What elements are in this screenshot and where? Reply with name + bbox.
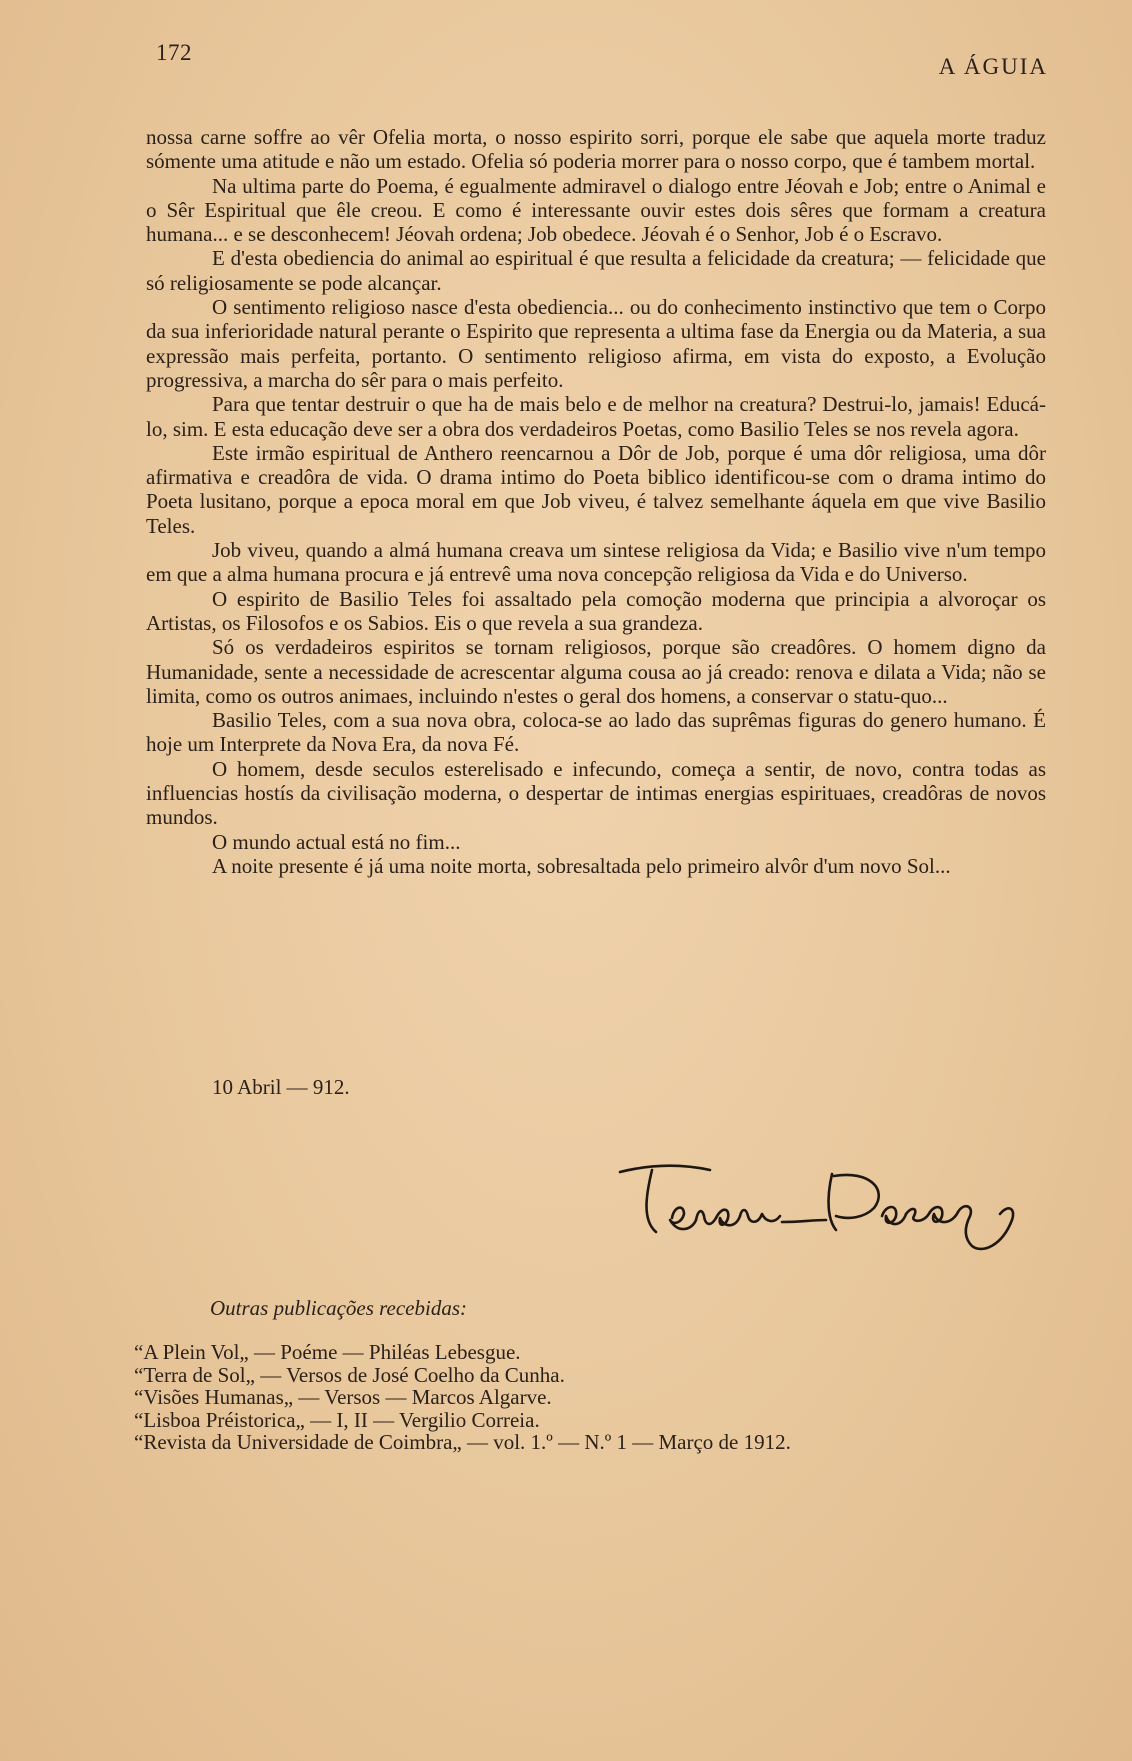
signature-image [612,1150,1032,1260]
list-item: “Lisboa Préistorica„ — I, II — Vergilio Correia. [134,1407,540,1432]
page-number: 172 [156,40,192,65]
list-item: “A Plein Vol„ — Poéme — Philéas Lebesgue. [134,1340,521,1364]
paragraph: Só os verdadeiros espiritos se tornam religiosos, porque são creadôres. O homem digno da Humanidade, sente a necessidade de acrescentar alguma cousa ao já creado: renova e dilata a Vida; não se limita, como os outros animaes, incluindo n'estes o geral dos homens, a conservar o statu-quo... [146,635,1046,708]
paragraph: E d'esta obediencia do animal ao espiritual é que resulta a felicidade da creatura; — felicidade que só religiosamente se pode alcançar. [146,246,1046,295]
dateline: 10 Abril — 912. [212,1075,350,1099]
list-item: “Visões Humanas„ — Versos — Marcos Algarve. [134,1385,552,1410]
article-body [146,125,1046,878]
paragraph: O espirito de Basilio Teles foi assaltado pela comoção moderna que principia a alvoroçar os Artistas, os Filosofos e os Sabios. Eis o que revela a sua grandeza. [146,586,1046,635]
paragraph: O homem, desde seculos esterelisado e infecundo, começa a sentir, de novo, contra todas as influencias hostís da civilisação moderna, o despertar de intimas energias espirituaes, creadôras de novos mundos. [146,756,1046,830]
paragraph: Este irmão espiritual de Anthero reencarnou a Dôr de Job, porque é uma dôr religiosa, uma dôr afirmativa e creadôra de vida. O drama intimo do Poeta biblico identificou-se com o drama intimo do Poeta lusitano, porque a epoca moral em que Job viveu, é talvez semelhante áquela em que vive Basilio Teles. [146,440,1046,538]
author-signature [612,1150,1032,1260]
paragraph: Para que tentar destruir o que ha de mais belo e de melhor na creatura? Destrui-lo, jamais! Educá-lo, sim. E esta educação deve ser a obra dos verdadeiros Poetas, como Basilio Teles se nos revela agora. [146,392,1046,441]
paragraph: Job viveu, quando a almá humana creava um sintese religiosa da Vida; e Basilio vive n'um tempo em que a alma humana procura e já entrevê uma nova concepção religiosa da Vida e do Universo. [146,538,1046,587]
paragraph: O mundo actual está no fim... [212,829,461,854]
paragraph: A noite presente é já uma noite morta, sobresaltada pelo primeiro alvôr d'um novo Sol... [212,853,951,878]
list-item: “Terra de Sol„ — Versos de José Coelho da Cunha. [134,1362,565,1387]
paragraph: nossa carne soffre ao vêr Ofelia morta, o nosso espirito sorri, porque ele sabe que aquela morte traduz sómente uma atitude e não um estado. Ofelia só poderia morrer para o nosso corpo, que é tambem mortal. [146,125,1046,174]
publications-list [134,1341,791,1454]
other-publications-title: Outras publicações recebidas: [210,1296,468,1320]
paragraph: O sentimento religioso nasce d'esta obediencia... ou do conhecimento instinctivo que tem o Corpo da sua inferioridade natural perante o Espirito que representa a ultima fase da Energia ou da Materia, a sua expressão mais perfeita, portanto. O sentimento religioso afirma, em vista do exposto, a Evolução progressiva, a marcha do sêr para o mais perfeito. [146,295,1046,392]
running-head: A ÁGUIA [938,54,1048,79]
paragraph: Na ultima parte do Poema, é egualmente admiravel o dialogo entre Jéovah e Job; entre o Animal e o Sêr Espiritual que êle creou. E como é interessante ouvir estes dois sêres que formam a creatura humana... e se desconhecem! Jéovah ordena; Job obedece. Jéovah é o Senhor, Job é o Escravo. [146,173,1046,247]
paragraph: Basilio Teles, com a sua nova obra, coloca-se ao lado das suprêmas figuras do genero humano. É hoje um Interprete da Nova Era, da nova Fé. [146,708,1046,757]
list-item: “Revista da Universidade de Coimbra„ — vol. 1.º — N.º 1 — Março de 1912. [134,1430,791,1455]
